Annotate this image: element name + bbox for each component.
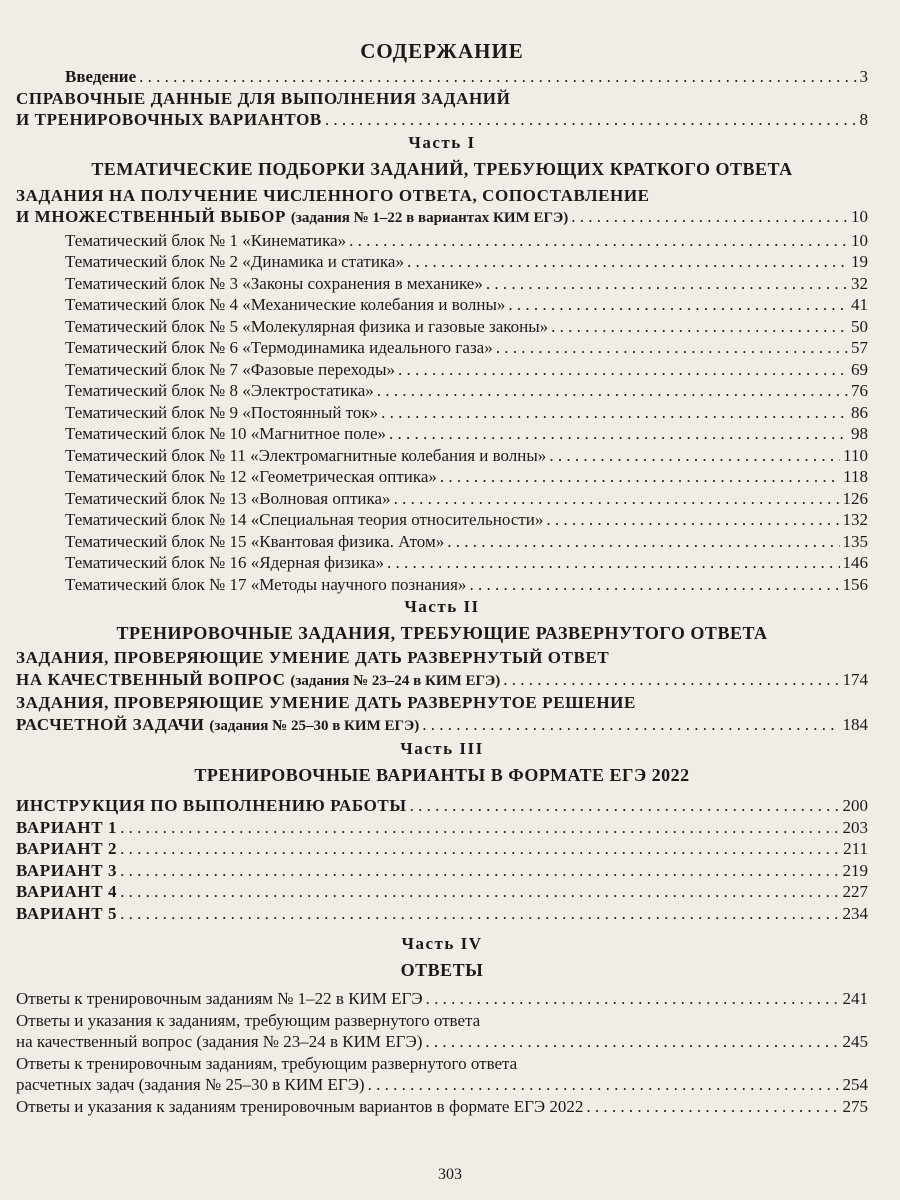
page-number: 303: [438, 1166, 462, 1183]
toc-entry-label: ВАРИАНТ 5: [16, 903, 118, 923]
toc-entry-note: (задания № 25–30 в КИМ ЕГЭ): [209, 717, 420, 734]
toc-entry-page: 50: [851, 316, 868, 336]
toc-entry-page: 254: [842, 1075, 868, 1094]
toc-entry-label: Ответы и указания к заданиям тренировочным вариантов в формате ЕГЭ 2022: [16, 1096, 584, 1116]
toc-entry-page: 211: [843, 839, 868, 858]
toc-entry-page: 32: [851, 273, 868, 293]
toc-entry-label: Тематический блок № 14 «Специальная теория относительности»: [65, 510, 544, 529]
toc-entry-label: ИНСТРУКЦИЯ ПО ВЫПОЛНЕНИЮ РАБОТЫ: [16, 796, 407, 815]
toc-entry-label: Тематический блок № 10 «Магнитное поле»: [65, 424, 387, 443]
variants-list: [16, 795, 868, 924]
toc-entry: [16, 380, 868, 402]
toc-entry-label: ВАРИАНТ 4: [16, 882, 118, 901]
toc-entry-reference: [16, 109, 868, 131]
toc-entry: [16, 881, 868, 903]
toc-entry-label: Тематический блок № 17 «Методы научного познания»: [65, 574, 467, 594]
toc-entry-note: (задания № 23–24 в КИМ ЕГЭ): [290, 672, 501, 689]
toc-entry: [16, 903, 868, 925]
toc-entry: [16, 531, 868, 553]
toc-entry-label: ВАРИАНТ 1: [16, 817, 118, 837]
toc-entry-page: 234: [842, 903, 868, 923]
toc-entry: [16, 795, 868, 817]
toc-entry-label: РАСЧЕТНОЙ ЗАДАЧИ: [16, 714, 205, 734]
toc-entry-label: Тематический блок № 8 «Электростатика»: [65, 381, 374, 400]
toc-entry-label: Тематический блок № 3 «Законы сохранения в механике»: [65, 273, 483, 293]
toc-entry-label: Тематический блок № 12 «Геометрическая оптика»: [65, 467, 437, 486]
toc-entry: [16, 574, 868, 596]
toc-entry-page: 19: [851, 252, 868, 271]
toc-entry-label: Ответы к тренировочным заданиям № 1–22 в КИМ ЕГЭ: [16, 989, 423, 1008]
toc-entry-page: 156: [842, 574, 868, 594]
part-2-heading: ТРЕНИРОВОЧНЫЕ ЗАДАНИЯ, ТРЕБУЮЩИЕ РАЗВЕРНУТОГО ОТВЕТА: [116, 623, 768, 643]
toc-entry-answers-2-line1: Ответы и указания к заданиям, требующим развернутого ответа: [16, 1010, 481, 1030]
toc-entry-page: 86: [851, 402, 868, 422]
toc-entry-page: 227: [842, 882, 868, 901]
part-2-label: Часть II: [404, 597, 480, 616]
toc-entry-page: 241: [842, 989, 868, 1008]
thematic-blocks-list: [16, 230, 868, 596]
part-3-label: Часть III: [400, 739, 484, 758]
toc-entry-page: 10: [851, 230, 868, 250]
part-1-heading: ТЕМАТИЧЕСКИЕ ПОДБОРКИ ЗАДАНИЙ, ТРЕБУЮЩИХ КРАТКОГО ОТВЕТА: [91, 158, 793, 179]
toc-entry-page: 98: [851, 424, 868, 443]
toc-entry: [16, 838, 868, 860]
toc-entry-reference-line1: СПРАВОЧНЫЕ ДАННЫЕ ДЛЯ ВЫПОЛНЕНИЯ ЗАДАНИЙ: [16, 88, 511, 108]
toc-entry-label: Тематический блок № 15 «Квантовая физика. Атом»: [65, 531, 445, 551]
toc-entry-note: (задания № 1–22 в вариантах КИМ ЕГЭ): [290, 210, 569, 226]
toc-entry-page: 174: [842, 669, 868, 689]
toc-entry-part-1-section: [16, 206, 868, 230]
toc-entry-label: НА КАЧЕСТВЕННЫЙ ВОПРОС: [16, 669, 286, 689]
toc-entry-page: 245: [842, 1032, 868, 1051]
toc-entry-label: ВАРИАНТ 3: [16, 860, 118, 880]
toc-entry: [16, 817, 868, 839]
toc-entry-page: 10: [851, 207, 868, 226]
toc-entry: [16, 402, 868, 424]
toc-entry-answers-1: [16, 988, 868, 1010]
toc-entry: [16, 273, 868, 295]
toc-entry-page: 57: [851, 338, 868, 357]
toc-entry-page: 8: [859, 110, 868, 129]
toc-entry-label: расчетных задач (задания № 25–30 в КИМ ЕГЭ): [16, 1075, 365, 1094]
part-4-label: Часть IV: [401, 934, 483, 953]
toc-entry: [16, 860, 868, 882]
part-1-section-line1: ЗАДАНИЯ НА ПОЛУЧЕНИЕ ЧИСЛЕННОГО ОТВЕТА, СОПОСТАВЛЕНИЕ: [16, 185, 650, 205]
toc-entry-label: Тематический блок № 2 «Динамика и статика»: [65, 252, 404, 271]
toc-entry-label: Тематический блок № 4 «Механические колебания и волны»: [65, 295, 506, 314]
toc-entry: [16, 294, 868, 316]
toc-entry-page: 203: [842, 817, 868, 837]
table-of-contents: [16, 36, 868, 1117]
toc-entry-label: И МНОЖЕСТВЕННЫЙ ВЫБОР: [16, 207, 286, 226]
toc-entry-page: 146: [842, 553, 868, 572]
toc-entry-page: 3: [859, 67, 868, 86]
toc-entry: [16, 509, 868, 531]
toc-entry-page: 132: [842, 510, 868, 529]
part-4-heading: ОТВЕТЫ: [400, 960, 484, 980]
page-title: СОДЕРЖАНИЕ: [360, 39, 524, 63]
toc-entry-label: Введение: [65, 67, 137, 86]
part-2-section-1-line1: ЗАДАНИЯ, ПРОВЕРЯЮЩИЕ УМЕНИЕ ДАТЬ РАЗВЕРНУТЫЙ ОТВЕТ: [16, 648, 610, 667]
toc-entry-part-2-section-2: [16, 714, 868, 738]
toc-entry-label: Тематический блок № 11 «Электромагнитные колебания и волны»: [65, 445, 547, 465]
toc-entry: [16, 337, 868, 359]
toc-entry-label: Тематический блок № 6 «Термодинамика идеального газа»: [65, 338, 493, 357]
toc-entry-page: 69: [851, 359, 868, 379]
toc-entry-answers-3: [16, 1074, 868, 1096]
toc-entry: [16, 359, 868, 381]
toc-entry-label: ВАРИАНТ 2: [16, 839, 118, 858]
toc-entry: [16, 230, 868, 252]
toc-entry-page: 200: [842, 796, 868, 815]
toc-entry: [16, 316, 868, 338]
toc-entry-answers-2: [16, 1031, 868, 1053]
toc-entry-page: 126: [842, 488, 868, 508]
toc-entry-answers-3-line1: Ответы к тренировочным заданиям, требующим развернутого ответа: [16, 1053, 518, 1073]
toc-entry-label: И ТРЕНИРОВОЧНЫХ ВАРИАНТОВ: [16, 110, 322, 129]
toc-entry-label: Тематический блок № 1 «Кинематика»: [65, 230, 347, 250]
toc-entry-page: 184: [842, 714, 868, 734]
toc-entry-page: 76: [851, 381, 868, 400]
toc-entry-page: 118: [843, 467, 868, 486]
toc-entry: [16, 251, 868, 273]
toc-entry-label: на качественный вопрос (задания № 23–24 в КИМ ЕГЭ): [16, 1032, 423, 1051]
part-2-section-2-line1: ЗАДАНИЯ, ПРОВЕРЯЮЩИЕ УМЕНИЕ ДАТЬ РАЗВЕРНУТОЕ РЕШЕНИЕ: [16, 693, 636, 712]
toc-entry-page: 275: [842, 1096, 868, 1116]
toc-entry-label: Тематический блок № 5 «Молекулярная физика и газовые законы»: [65, 316, 549, 336]
toc-entry-part-2-section-1: [16, 669, 868, 693]
part-3-heading: ТРЕНИРОВОЧНЫЕ ВАРИАНТЫ В ФОРМАТЕ ЕГЭ 2022: [194, 765, 690, 785]
toc-entry: [16, 423, 868, 445]
toc-entry-label: Тематический блок № 9 «Постоянный ток»: [65, 402, 379, 422]
part-1-label: Часть I: [408, 132, 476, 152]
toc-entry-label: Тематический блок № 7 «Фазовые переходы»: [65, 359, 395, 379]
toc-entry: [16, 488, 868, 510]
toc-entry-intro: [16, 66, 868, 88]
toc-entry-page: 135: [842, 531, 868, 551]
toc-entry: [16, 552, 868, 574]
toc-entry: [16, 466, 868, 488]
toc-entry-page: 41: [851, 295, 868, 314]
toc-entry-page: 110: [843, 445, 868, 465]
toc-entry-label: Тематический блок № 13 «Волновая оптика»: [65, 488, 391, 508]
toc-entry-page: 219: [842, 860, 868, 880]
toc-entry-answers-4: [16, 1096, 868, 1118]
toc-entry-label: Тематический блок № 16 «Ядерная физика»: [65, 553, 384, 572]
toc-entry: [16, 445, 868, 467]
